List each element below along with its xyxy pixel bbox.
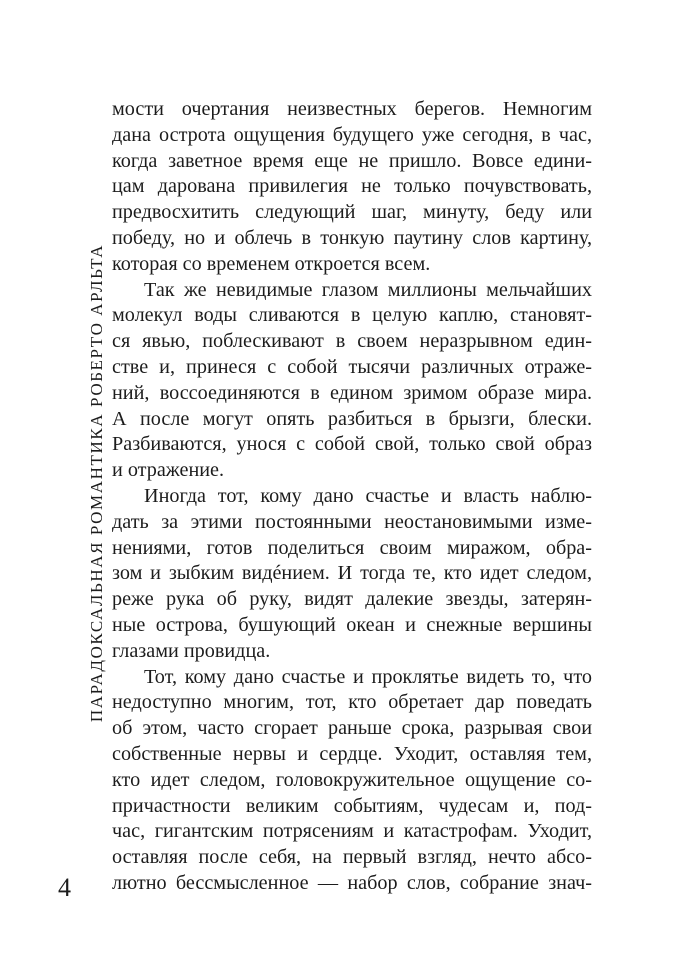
- page-number: 4: [58, 873, 71, 902]
- text-line: дать за этими постоянными неостановимыми изме-: [112, 510, 592, 533]
- paragraph: [112, 484, 592, 665]
- text-line: глазами провидца.: [112, 639, 271, 662]
- text-line: молекул воды сливаются в целую каплю, становят-: [112, 304, 592, 327]
- text-line: Так же невидимые глазом миллионы мельчайших: [144, 278, 592, 301]
- text-line: Иногда тот, кому дано счастье и власть наблю-: [144, 484, 592, 507]
- text-line: недоступно многим, тот, кто обретает дар поведать: [112, 691, 592, 714]
- running-head: [88, 100, 106, 866]
- text-line: кто идет следом, головокружительное ощущение со-: [112, 768, 592, 791]
- text-line: А после могут опять разбиться в брызги, блески.: [112, 407, 592, 430]
- text-line: Разбиваются, унося с собой свой, только свой образ: [112, 433, 592, 456]
- text-line: дана острота ощущения будущего уже сегодня, в час,: [112, 123, 592, 146]
- running-head-text: ПАРАДОКСАЛЬНАЯ РОМАНТИКА РОБЕРТО АРЛЬТА: [87, 243, 106, 723]
- text-line: и отражение.: [112, 459, 225, 482]
- text-line: предвосхитить следующий шаг, минуту, беду или: [112, 201, 592, 224]
- text-line: собственные нервы и сердце. Уходит, оставляя тем,: [112, 742, 592, 765]
- text-line: цам дарована привилегия не только почувствовать,: [112, 175, 592, 198]
- text-line: час, гигантским потрясениям и катастрофам. Уходит,: [112, 820, 592, 843]
- text-line: ся явью, поблескивают в своем неразрывном един-: [112, 330, 592, 353]
- text-line: причастности великим событиям, чудесам и, под-: [112, 794, 592, 817]
- text-line: стве и, принеся с собой тысячи различных отраже-: [112, 355, 592, 378]
- text-line: зом и зыбким видéнием. И тогда те, кто идет следом,: [112, 562, 592, 585]
- text-line: мости очертания неизвестных берегов. Немногим: [112, 98, 592, 120]
- text-line: когда заветное время еще не пришло. Вовсе едини-: [112, 149, 592, 172]
- text-line: об этом, часто сгорает раньше срока, разрывая свои: [112, 717, 592, 740]
- text-line: ний, воссоединяются в едином зримом образе мира.: [112, 381, 592, 404]
- text-line: которая со временем откроется всем.: [112, 252, 431, 275]
- text-line: нениями, готов поделиться своим миражом, обра-: [112, 536, 592, 559]
- body-text: [112, 97, 592, 897]
- paragraph: [112, 97, 592, 278]
- paragraph: [112, 665, 592, 897]
- text-line: Тот, кому дано счастье и проклятье видеть то, что: [144, 665, 592, 688]
- text-line: ные острова, бушующий океан и снежные вершины: [112, 613, 592, 636]
- text-line: победу, но и облечь в тонкую паутину слов картину,: [112, 226, 592, 249]
- text-line: оставляя после себя, на первый взгляд, нечто абсо-: [112, 846, 592, 869]
- text-line: лютно бессмысленное — набор слов, собрание знач-: [112, 871, 592, 894]
- paragraph: [112, 278, 592, 484]
- text-line: реже рука об руку, видят далекие звезды, затерян-: [112, 588, 592, 611]
